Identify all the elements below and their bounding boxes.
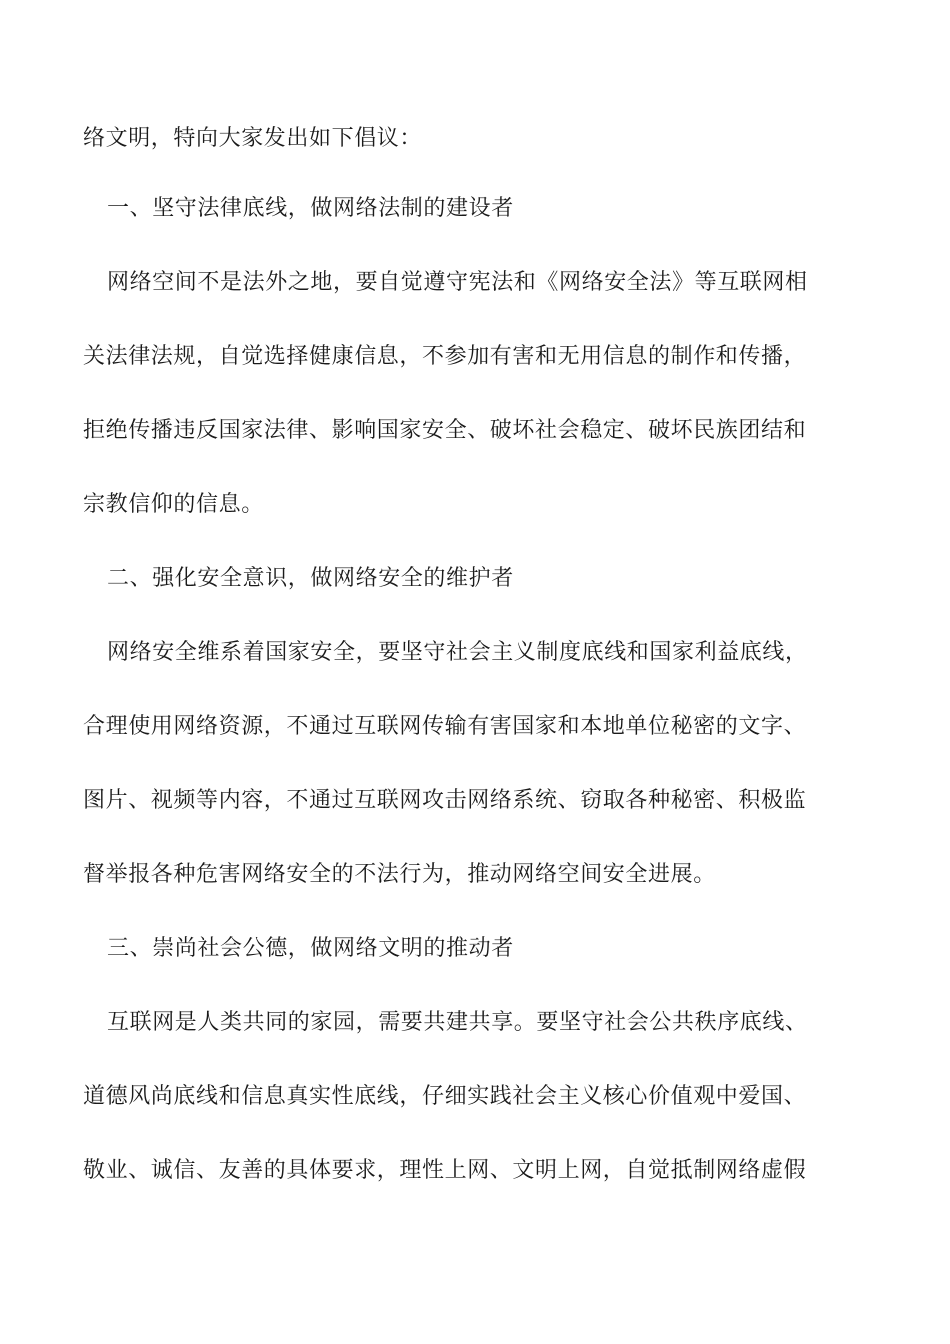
paragraph-line: 合理使用网络资源，不通过互联网传输有害国家和本地单位秘密的文字、 (83, 714, 807, 739)
section-heading-2: 二、强化安全意识，做网络安全的维护者 (107, 566, 514, 591)
paragraph-line: 图片、视频等内容，不通过互联网攻击网络系统、窃取各种秘密、积极监 (83, 788, 807, 813)
paragraph-line: 督举报各种危害网络安全的不法行为，推动网络空间安全进展。 (83, 862, 716, 887)
paragraph-line: 敬业、诚信、友善的具体要求，理性上网、文明上网，自觉抵制网络虚假 (83, 1158, 807, 1183)
section-heading-3: 三、崇尚社会公德，做网络文明的推动者 (107, 936, 514, 961)
paragraph-line: 网络空间不是法外之地，要自觉遵守宪法和《网络安全法》等互联网相 (107, 270, 808, 295)
paragraph-line: 宗教信仰的信息。 (83, 492, 264, 517)
paragraph-line: 络文明，特向大家发出如下倡议： (83, 126, 423, 151)
paragraph-line: 网络安全维系着国家安全，要坚守社会主义制度底线和国家利益底线， (107, 640, 808, 665)
section-heading-1: 一、坚守法律底线，做网络法制的建设者 (107, 196, 514, 221)
paragraph-line: 拒绝传播违反国家法律、影响国家安全、破坏社会稳定、破坏民族团结和 (83, 418, 807, 443)
paragraph-line: 互联网是人类共同的家园，需要共建共享。要坚守社会公共秩序底线、 (107, 1010, 808, 1035)
paragraph-line: 关法律法规，自觉选择健康信息，不参加有害和无用信息的制作和传播， (83, 344, 807, 369)
paragraph-line: 道德风尚底线和信息真实性底线，仔细实践社会主义核心价值观中爱国、 (83, 1084, 807, 1109)
